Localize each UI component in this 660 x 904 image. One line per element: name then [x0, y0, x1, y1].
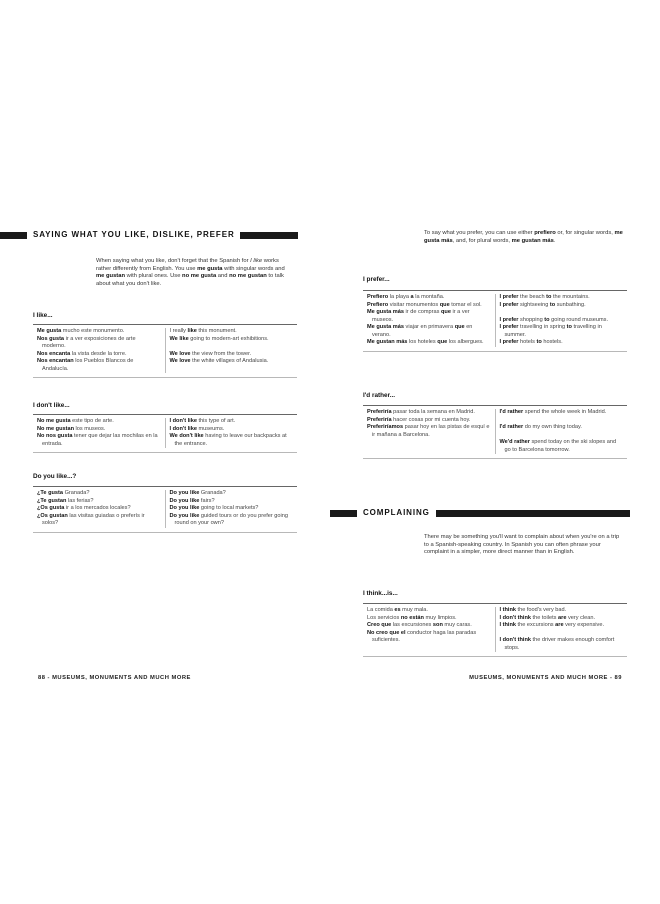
emphasis-text: Preferiríamos: [367, 424, 404, 430]
emphasis-text: Do you like: [169, 505, 200, 511]
section-title: SAYING WHAT YOU LIKE, DISLIKE, PREFER: [33, 230, 235, 239]
phrase-line: [37, 490, 161, 498]
phrase-table-like: [33, 324, 297, 378]
emphasis-text: are: [555, 622, 564, 628]
text-run: tomar el sol.: [449, 301, 482, 308]
intro-paragraph: [96, 258, 292, 288]
table-heading-dislike: I don't like...: [33, 402, 70, 409]
phrase-line: [367, 417, 491, 425]
text-run: and: [216, 273, 230, 279]
phrase-line: [500, 294, 624, 302]
emphasis-text: me gustan más: [511, 237, 554, 244]
section-title-bar: [240, 232, 298, 239]
phrase-line: [367, 622, 491, 630]
emphasis-text: I don't like: [169, 425, 197, 432]
phrase-line: [37, 418, 161, 426]
text-run: las excursiones: [391, 622, 433, 628]
phrase-line: [37, 433, 161, 448]
phrase-line: [37, 505, 161, 513]
text-run: ir de compras: [404, 309, 441, 315]
text-run: going to modern-art exhibitions.: [188, 335, 269, 342]
phrase-line: [367, 424, 491, 439]
english-column: [495, 607, 628, 652]
text-run: Granada?: [199, 490, 226, 496]
phrase-line: [367, 339, 491, 347]
emphasis-text: me gusta más: [424, 230, 623, 244]
spanish-column: [363, 607, 495, 652]
phrase-line: [500, 622, 624, 630]
emphasis-text: to: [544, 316, 550, 323]
emphasis-text: to: [546, 294, 552, 300]
english-column: [165, 328, 298, 373]
text-run: los Pueblos Blancos de Andalucía.: [42, 358, 134, 372]
text-run: do my own thing today.: [523, 424, 582, 430]
spanish-column: [33, 490, 165, 528]
emphasis-text: I don't think: [499, 637, 531, 643]
text-run: en verano.: [372, 324, 473, 338]
text-run: I like: [250, 258, 263, 264]
text-run: conductor haga las paradas suficientes.: [372, 629, 477, 643]
emphasis-text: to: [549, 301, 556, 308]
text-run: los hoteles: [407, 339, 438, 345]
text-run: los albergues.: [447, 339, 484, 345]
emphasis-text: I don't think: [499, 614, 531, 621]
text-run: ir a ver museos.: [372, 309, 470, 323]
text-run: sunbathing.: [555, 301, 586, 308]
section-title-bar: [330, 510, 357, 517]
text-run: this type of art.: [196, 418, 236, 424]
text-run: ir a ver exposiciones de arte moderno.: [42, 335, 136, 349]
complaining-title: COMPLAINING: [363, 508, 430, 517]
emphasis-text: to: [536, 339, 542, 345]
text-run: I really: [169, 328, 188, 334]
text-run: this monument.: [196, 328, 237, 334]
emphasis-text: ¿Te gustan: [37, 497, 67, 504]
table-heading-prefer: I prefer...: [363, 276, 390, 283]
text-run: ir a los mercados locales?: [64, 505, 131, 511]
phrase-line: [367, 324, 491, 339]
text-run: viajar en primavera: [404, 324, 455, 330]
text-run: or, for singular words,: [555, 230, 615, 236]
text-run: with singular words and: [222, 265, 285, 272]
emphasis-text: Preferiría: [367, 409, 392, 415]
emphasis-text: es: [394, 607, 401, 613]
emphasis-text: No creo que el: [367, 629, 406, 636]
emphasis-text: Prefiero: [367, 294, 389, 300]
phrase-line: [170, 358, 294, 366]
english-column: [495, 294, 628, 347]
phrase-line: [170, 418, 294, 426]
emphasis-text: I think: [499, 607, 516, 613]
english-column: [165, 490, 298, 528]
emphasis-text: Prefiero: [367, 301, 389, 308]
phrase-line: [170, 498, 294, 506]
text-run: mucho este monumento.: [61, 328, 125, 334]
text-run: To say what you prefer, you can use either: [424, 230, 535, 236]
emphasis-text: Preferiría: [367, 416, 392, 423]
phrase-table-think: [363, 603, 627, 657]
emphasis-text: que: [439, 301, 450, 308]
emphasis-text: Do you like: [169, 497, 200, 504]
text-run: las visitas guiadas o preferís ir solos?: [42, 512, 145, 526]
page-footer-left: 88 - MUSEUMS, MONUMENTS AND MUCH MORE: [38, 675, 191, 681]
emphasis-text: no están: [400, 614, 424, 621]
text-run: sightseeing: [518, 301, 550, 308]
table-heading-think: I think...is...: [363, 590, 398, 597]
spacer-line: [500, 630, 624, 638]
emphasis-text: I'd rather: [499, 424, 524, 430]
phrase-line: [37, 328, 161, 336]
emphasis-text: no me gusta: [182, 273, 217, 279]
right-page: [330, 0, 660, 904]
phrase-table-prefer: [363, 290, 627, 352]
phrase-table-dislike: [33, 414, 297, 453]
text-run: going round museums.: [549, 316, 609, 323]
emphasis-text: Me gusta más: [367, 309, 404, 315]
phrase-line: [500, 607, 624, 615]
emphasis-text: a: [410, 294, 414, 300]
emphasis-text: I prefer: [499, 339, 519, 345]
emphasis-text: que: [437, 339, 448, 345]
text-run: the beach: [518, 294, 547, 300]
emphasis-text: We don't like: [169, 433, 204, 439]
spanish-column: [363, 294, 495, 347]
phrase-line: [500, 302, 624, 310]
emphasis-text: We love: [169, 350, 191, 357]
table-heading-rather: I'd rather...: [363, 392, 396, 399]
text-run: hacer cosas por mi cuenta hoy.: [391, 416, 471, 423]
phrase-line: [367, 409, 491, 417]
phrase-line: [367, 630, 491, 645]
text-run: There may be something you'll want to complain about when you're on a trip to a Spanish-speaking country. In Spanish you can often phrase your complaint in a simpler, more direct manner than in English.: [424, 534, 620, 555]
emphasis-text: ¿Os gustan: [37, 512, 68, 519]
phrase-line: [500, 439, 624, 454]
emphasis-text: que: [441, 309, 451, 315]
phrase-line: [170, 433, 294, 448]
spacer-line: [170, 343, 294, 351]
phrase-line: [170, 351, 294, 359]
text-run: guided tours or do you prefer going round on your own?: [174, 512, 288, 526]
emphasis-text: like: [187, 328, 197, 334]
text-run: the food's very bad.: [515, 607, 567, 613]
emphasis-text: I prefer: [499, 301, 519, 308]
emphasis-text: Me gusta: [37, 328, 62, 334]
text-run: fairs?: [199, 497, 215, 504]
phrase-line: [170, 505, 294, 513]
text-run: .: [553, 237, 556, 244]
text-run: las ferias?: [66, 497, 94, 504]
emphasis-text: Do you like: [169, 512, 200, 519]
text-run: spend today on the ski slopes and go to Barcelona tomorrow.: [504, 439, 617, 453]
table-heading-like: I like...: [33, 312, 53, 319]
text-run: the view from the tower.: [190, 350, 252, 357]
emphasis-text: I don't like: [169, 418, 197, 424]
phrase-line: [37, 513, 161, 528]
emphasis-text: are: [558, 614, 567, 621]
phrase-line: [37, 426, 161, 434]
text-run: the mountains.: [551, 294, 590, 300]
text-run: hostels.: [541, 339, 563, 345]
emphasis-text: ¿Os gusta: [37, 505, 65, 511]
text-run: Granada?: [63, 490, 90, 496]
text-run: to talk about what you don't like.: [96, 273, 284, 287]
phrase-line: [500, 615, 624, 623]
text-run: going to local markets?: [199, 505, 259, 511]
emphasis-text: We'd rather: [499, 439, 530, 445]
text-run: very expensive.: [563, 622, 604, 628]
text-run: pasar toda la semana en Madrid.: [391, 409, 475, 415]
text-run: la playa: [388, 294, 411, 300]
phrase-line: [170, 328, 294, 336]
emphasis-text: I prefer: [499, 294, 519, 300]
emphasis-text: Nos gusta: [37, 335, 65, 342]
phrase-line: [367, 309, 491, 324]
phrase-table-rather: [363, 405, 627, 459]
phrase-line: [170, 426, 294, 434]
text-run: hotels: [518, 339, 537, 345]
text-run: When saying what you like, don't forget that the Spanish for: [96, 258, 251, 264]
phrase-line: [37, 358, 161, 373]
emphasis-text: ¿Te gusta: [37, 490, 64, 496]
page-footer-right: MUSEUMS, MONUMENTS AND MUCH MORE - 89: [469, 675, 622, 681]
emphasis-text: I prefer: [499, 324, 519, 330]
text-run: travelling in spring: [518, 324, 567, 330]
emphasis-text: Nos encantan: [37, 358, 74, 364]
text-run: , and, for plural words,: [452, 237, 512, 244]
emphasis-text: I think: [499, 622, 516, 628]
text-run: the excursions: [515, 622, 556, 628]
text-run: este tipo de arte.: [70, 418, 114, 424]
complaining-intro-paragraph: [424, 534, 622, 557]
emphasis-text: No me gustan: [37, 425, 74, 432]
spanish-column: [33, 328, 165, 373]
english-column: [495, 409, 628, 454]
text-run: muy caras.: [442, 622, 472, 628]
emphasis-text: Do you like: [169, 490, 200, 496]
text-run: muy limpios.: [423, 614, 457, 621]
phrase-line: [500, 424, 624, 432]
text-run: travelling in summer.: [504, 324, 602, 338]
spanish-column: [363, 409, 495, 454]
phrase-line: [170, 490, 294, 498]
emphasis-text: Creo que: [367, 622, 392, 628]
emphasis-text: Me gustan más: [367, 339, 408, 345]
emphasis-text: me gustan: [96, 273, 125, 279]
phrase-line: [37, 336, 161, 351]
text-run: pasar hoy en las pistas de esquí e ir mañana a Barcelona.: [372, 424, 490, 438]
emphasis-text: to: [566, 324, 572, 330]
emphasis-text: We love: [169, 358, 191, 364]
text-run: museums.: [196, 425, 225, 432]
text-run: Los servicios: [367, 614, 401, 621]
phrase-line: [500, 339, 624, 347]
text-run: la vista desde la torre.: [70, 350, 127, 357]
text-run: spend the whole week in Madrid.: [523, 409, 607, 415]
phrase-line: [500, 324, 624, 339]
emphasis-text: I'd rather: [499, 409, 524, 415]
emphasis-text: We like: [169, 335, 189, 342]
text-run: los museos.: [74, 425, 106, 432]
text-run: the toilets: [530, 614, 559, 621]
emphasis-text: son: [432, 622, 443, 628]
text-run: very clean.: [566, 614, 596, 621]
section-title-bar: [0, 232, 27, 239]
phrase-line: [170, 513, 294, 528]
spacer-line: [500, 432, 624, 440]
text-run: having to leave our backpacks at the entrance.: [174, 433, 287, 447]
phrase-table-do-you-like: [33, 486, 297, 533]
text-run: tener que dejar las mochilas en la entrada.: [42, 433, 158, 447]
emphasis-text: Me gusta más: [367, 324, 404, 330]
english-column: [165, 418, 298, 448]
text-run: la montaña.: [413, 294, 445, 300]
phrase-line: [500, 317, 624, 325]
text-run: the driver makes enough comfort stops.: [504, 637, 615, 651]
phrase-line: [500, 409, 624, 417]
spanish-column: [33, 418, 165, 448]
section-title-bar: [436, 510, 630, 517]
text-run: La comida: [367, 607, 395, 613]
phrase-line: [170, 336, 294, 344]
phrase-line: [37, 351, 161, 359]
text-run: visitar monumentos: [388, 301, 440, 308]
spacer-line: [500, 417, 624, 425]
text-run: muy mala.: [400, 607, 428, 613]
table-heading-do-you-like: Do you like...?: [33, 473, 77, 480]
emphasis-text: que: [454, 324, 465, 330]
phrase-line: [367, 607, 491, 615]
text-run: the white villages of Andalusia.: [190, 358, 269, 364]
emphasis-text: Nos encanta: [37, 350, 71, 357]
text-run: works rather differently from English. You use: [96, 258, 279, 272]
phrase-line: [500, 637, 624, 652]
spacer-line: [500, 309, 624, 317]
emphasis-text: No me gusta: [37, 418, 71, 424]
prefer-intro-paragraph: [424, 230, 624, 245]
emphasis-text: me gusta: [197, 265, 223, 272]
emphasis-text: no me gustan: [229, 273, 267, 279]
text-run: with plural ones. Use: [125, 273, 183, 279]
phrase-line: [367, 294, 491, 302]
text-run: shopping: [518, 316, 545, 323]
phrase-line: [37, 498, 161, 506]
phrase-line: [367, 615, 491, 623]
phrase-line: [367, 302, 491, 310]
emphasis-text: prefiero: [534, 230, 556, 236]
emphasis-text: No nos gusta: [37, 433, 73, 439]
emphasis-text: I prefer: [499, 316, 519, 323]
